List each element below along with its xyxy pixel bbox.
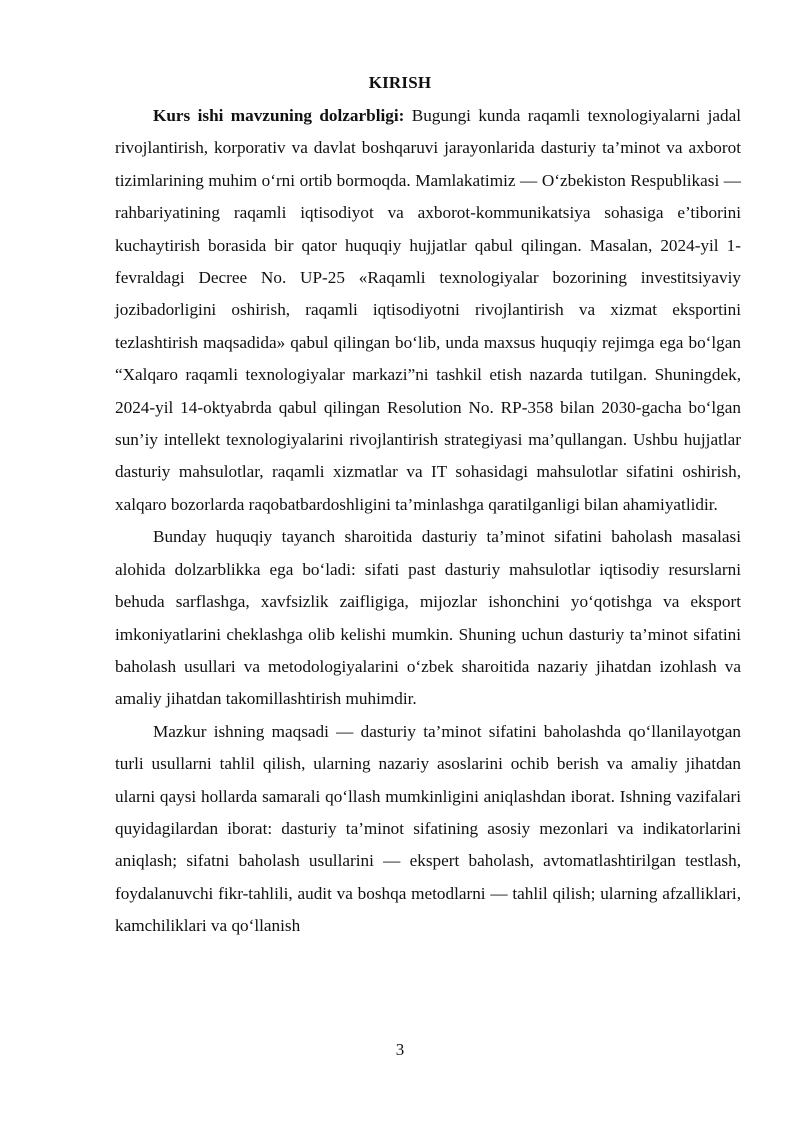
- paragraph-relevance: [115, 100, 741, 521]
- paragraph-legal-basis: [115, 521, 741, 715]
- paragraph-text: Bugungi kunda raqamli texnologiyalarni jadal rivojlantirish, korporativ va davlat boshqaruvi jarayonlarida dasturiy ta’minot va axborot tizimlarining muhim o‘rni ortib bormoqda. Mamlakatimiz — O‘zbekiston Respublikasi — rahbariyatining raqamli iqtisodiyot va axborot-kommunikatsiya sohasiga e’tiborini kuchaytirish borasida bir qator huquqiy hujjatlar qabul qilingan. Masalan, 2024-yil 1-fevraldagi Decree No. UP-25 «Raqamli texnologiyalar bozorining investitsiyaviy jozibadorligini oshirish, raqamli iqtisodiyotni rivojlantirish va xizmat eksportini tezlashtirish maqsadida» qabul qilingan bo‘lib, unda maxsus huquqiy rejimga ega bo‘lgan “Xalqaro raqamli texnologiyalar markazi”ni tashkil etish nazarda tutilgan. Shuningdek, 2024-yil 14-oktyabrda qabul qilingan Resolution No. RP-358 bilan 2030-gacha bo‘lgan sun’iy intellekt texnologiyalarini rivojlantirish strategiyasi ma’qullangan. Ushbu hujjatlar dasturiy mahsulotlar, raqamli xizmatlar va IT sohasidagi mahsulotlar sifatini oshirish, xalqaro bozorlarda raqobatbardoshligini ta’minlashga qaratilganligi bilan ahamiyatlidir.: [115, 106, 742, 514]
- section-heading: KIRISH: [368, 73, 432, 92]
- body-text: [115, 100, 741, 943]
- page-number: 3: [395, 1040, 405, 1059]
- paragraph-text: Mazkur ishning maqsadi — dasturiy ta’minot sifatini baholashda qo‘llanilayotgan turli usullarni tahlil qilish, ularning nazariy asoslarini ochib berish va amaliy jihatdan ularni qaysi hollarda samarali qo‘llash mumkinligini aniqlashdan iborat. Ishning vazifalari quyidagilardan iborat: dasturiy ta’minot sifatining asosiy mezonlari va indikatorlarini aniqlash; sifatni baholash usullarini — ekspert baholash, avtomatlashtirilgan testlash, foydalanuvchi fikr-tahlili, audit va boshqa metodlarni — tahlil qilish; ularning afzalliklari, kamchiliklari va qo‘llanish: [115, 721, 741, 936]
- paragraph-text: Bunday huquqiy tayanch sharoitida dasturiy ta’minot sifatini baholash masalasi alohida dolzarblikka ega bo‘ladi: sifati past dasturiy mahsulotlar iqtisodiy resurslarni behuda sarflashga, xavfsizlik zaifligiga, mijozlar ishonchini yo‘qotishga va eksport imkoniyatlarini cheklashga olib kelishi mumkin. Shuning uchun dasturiy ta’minot sifatini baholash usullari va metodologiyalarini o‘zbek sharoitida nazariy jihatdan izohlash va amaliy jihatdan takomillashtirish muhimdir.: [115, 527, 741, 709]
- paragraph-goal: [115, 716, 741, 943]
- paragraph-lead: Kurs ishi mavzuning dolzarbligi:: [153, 106, 405, 125]
